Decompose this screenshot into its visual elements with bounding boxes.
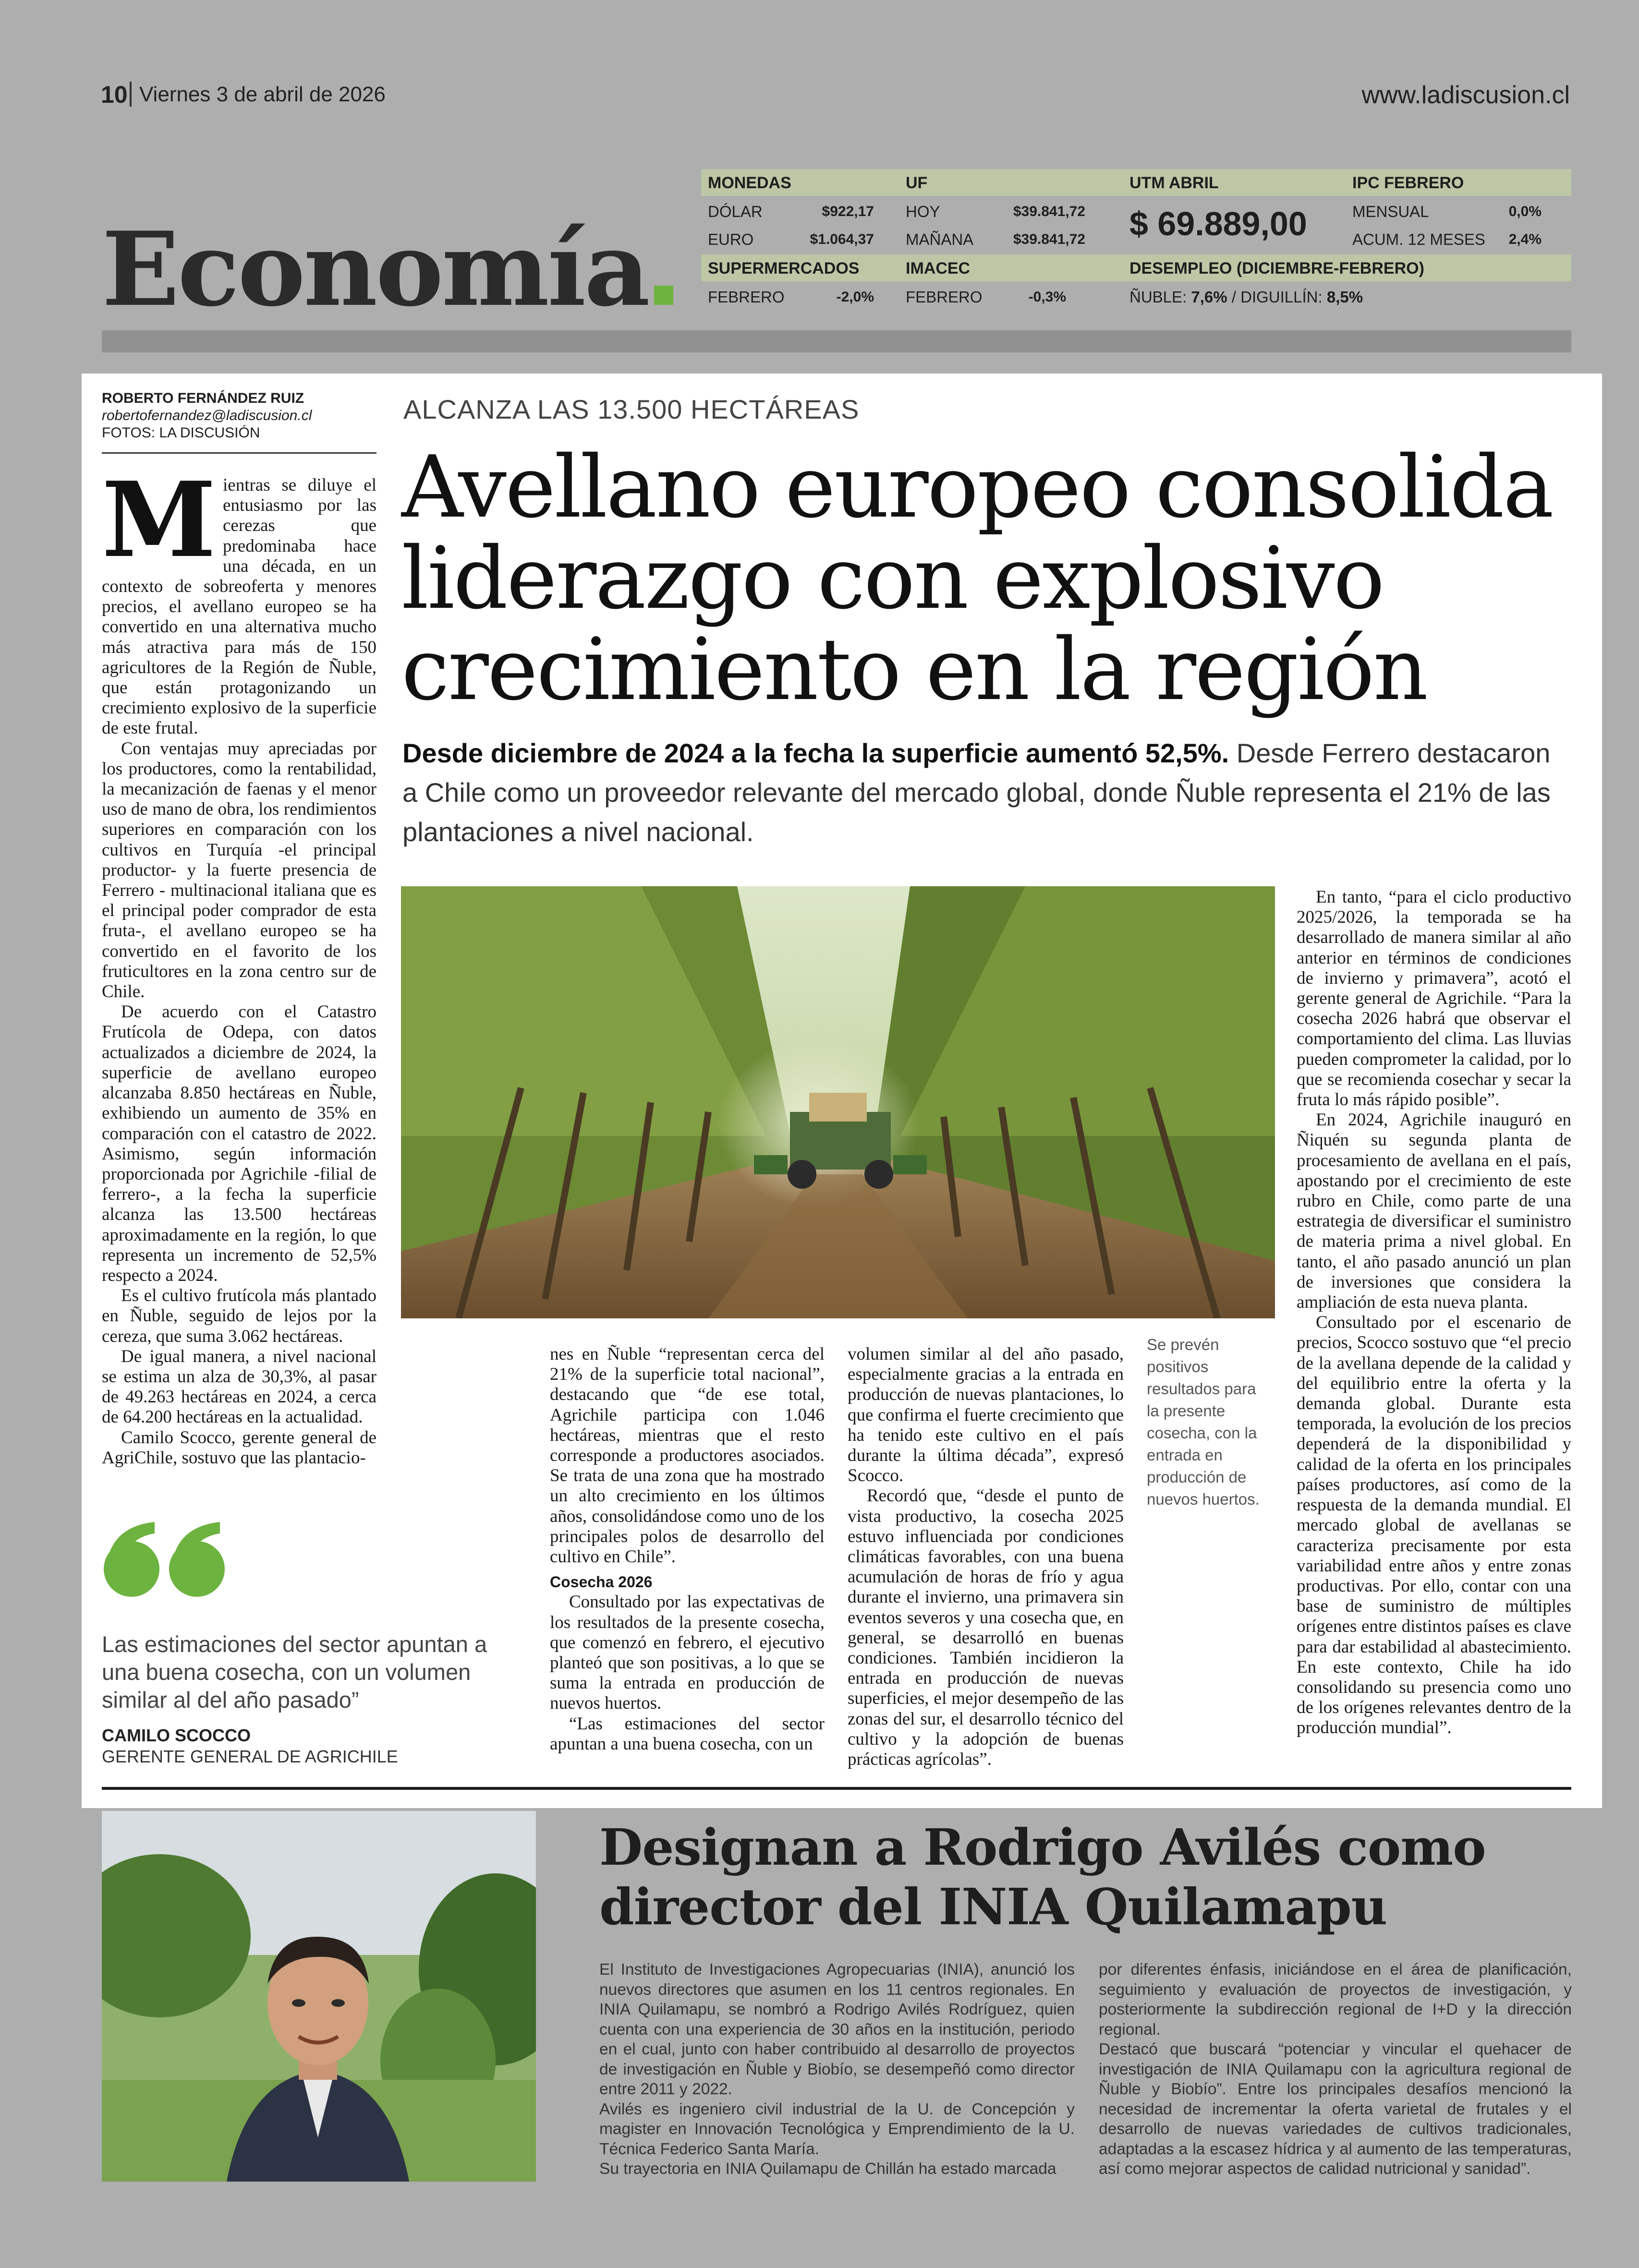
subhead-cosecha: Cosecha 2026 xyxy=(550,1573,653,1591)
article-column-3 xyxy=(848,1344,1124,1770)
col4-paragraph-2: En 2024, Agrichile inauguró en Ñiquén su segunda planta de procesamiento de avellana en el país, apostando por el crecimiento de este rubro en Chile, como parte de una estrategia de diversificar el suministro de materia prima a nivel global. En tanto, el año pasado anunció un plan de inversiones que considera la ampliación de esta nueva planta. xyxy=(1297,1110,1571,1313)
col3-paragraph-2: Recordó que, “desde el punto de vista productivo, la cosecha 2025 estuvo influenciada por condiciones climáticas favorables, con una buena acumulación de horas de frío y agua durante el invierno, una primavera sin eventos severos y una cosecha que, en general, se desarrolló en buenas condiciones. También incidieron la entrada en producción de nuevas superficies, el mejor desempeño de las zonas del sur, el desarrollo técnico del cultivo y la adopción de buenas prácticas agrícolas”. xyxy=(848,1486,1124,1770)
desempleo-separator: / xyxy=(1231,288,1236,306)
col2-paragraph-1: nes en Ñuble “representan cerca del 21% de la superficie total nacional”, destacando que “de ese total, Agrichile participa con 1.046 hectáreas, mientras que el resto corresponde a productores asociados. Se trata de una zona que ha mostrado un alto crecimiento en los últimos años, consolidándose como uno de los principales polos de desarrollo del cultivo en Chile”. xyxy=(550,1344,825,1567)
dolar-value: $922,17 xyxy=(822,204,874,219)
col4-paragraph-3: Consultado por el escenario de precios, Scocco sostuvo que “el precio de la avellana depende de la calidad y del equilibrio entre la oferta y la demanda global. Durante esta temporada, la evolución de los precios dependerá de la disponibilidad y calidad de la oferta en los principales países productores, así como de la respuesta de la demanda mundial. El mercado global de avellanas se caracteriza precisamente por esta variabilidad entre años y entre zonas productivas. Por ello, contar con una base de suministro de múltiples orígenes entre distintos países es clave para dar estabilidad al abastecimiento. En este contexto, Chile ha ido consolidando su presencia como uno de los orígenes relevantes dentro de la producción mundial”. xyxy=(1297,1313,1571,1738)
article-dek xyxy=(402,734,1555,852)
ipc-mensual-value: 0,0% xyxy=(1508,204,1542,219)
utm-label: UTM ABRIL xyxy=(1129,174,1219,192)
col1-paragraph-4: Es el cultivo frutícola más plantado en Ñuble, seguido de lejos por la cereza, que suma 3.062 hectáreas. xyxy=(102,1286,376,1346)
drop-cap: M xyxy=(102,459,216,580)
section-dot-icon xyxy=(654,286,673,305)
nuble-value: 7,6% xyxy=(1191,288,1227,306)
euro-label: EURO xyxy=(708,230,754,248)
article-kicker: ALCANZA LAS 13.500 HECTÁREAS xyxy=(403,394,860,424)
diguillin-label: DIGUILLÍN: xyxy=(1240,288,1323,306)
dek-bold: Desde diciembre de 2024 a la fecha la superficie aumentó 52,5%. xyxy=(402,738,1229,768)
col1-paragraph-6: Camilo Scocco, gerente general de AgriChile, sostuvo que las plantacio- xyxy=(102,1427,376,1468)
supermercados-row-label: FEBRERO xyxy=(708,288,785,306)
section-title-text: Economía xyxy=(102,209,648,329)
article2-column-1: El Instituto de Investigaciones Agropecuarias (INIA), anunció los nuevos directores que asumen en los 11 centros regionales. En INIA Quilamapu, se nombró a Rodrigo Avilés Rodríguez, quien cuenta con una experiencia de 30 años en la institución, periodo en el cual, junto con haber contribuido al desarrollo de proyectos de investigación en Ñuble y Biobío, se desempeñó como director entre 2011 y 2022. Avilés es ingeniero civil industrial de la U. de Concepción y magister en Innovación Tecnológica y Emprendimiento de la U. Técnica Federico Santa María. Su trayectoria en INIA Quilamapu de Chillán ha estado marcada xyxy=(599,1961,1075,2178)
imacec-row-label: FEBRERO xyxy=(906,288,983,306)
uf-manana-value: $39.841,72 xyxy=(1013,231,1085,247)
col1-paragraph-3: De acuerdo con el Catastro Frutícola de Odepa, con datos actualizados a diciembre de 2024, la superficie de avellano europeo alcanzaba 8.850 hectáreas en Ñuble, exhibiendo un aumento de 35% en comparación con el catastro de 2022. Asimismo, según información proporcionada por Agrichile -filial de ferrero-, a la fecha la superficie alcanza las 13.500 hectáreas aproximadamente en la región, lo que representa un incremento de 52,5% respecto a 2024. xyxy=(102,1002,376,1285)
photo-credit: FOTOS: LA DISCUSIÓN xyxy=(102,425,260,441)
diguillin-value: 8,5% xyxy=(1326,288,1363,306)
issue-date: Viernes 3 de abril de 2026 xyxy=(139,83,386,106)
market-indicators xyxy=(701,169,1571,314)
nuble-label: ÑUBLE: xyxy=(1129,288,1187,306)
article-headline: Avellano europeo consolida liderazgo con explosivo crecimiento en la región xyxy=(401,437,1553,719)
website-link[interactable]: www.ladiscusion.cl xyxy=(1361,81,1570,109)
pullquote-name: CAMILO SCOCCO xyxy=(102,1725,251,1745)
ipc-label: IPC FEBRERO xyxy=(1352,174,1464,192)
col4-paragraph-1: En tanto, “para el ciclo productivo 2025/2026, la temporada se ha desarrollado de manera similar al año anterior en términos de condiciones de invierno y primavera”, acotó el gerente general de Agrichile. “Para la cosecha 2026 habrá que observar el comportamiento del clima. Las lluvias pueden comprometer la calidad, por lo que se recomienda cosechar y secar la fruta lo más rápido posible”. xyxy=(1297,887,1571,1110)
article2-headline: Designan a Rodrigo Avilés como director del INIA Quilamapu xyxy=(599,1818,1486,1936)
section-title xyxy=(102,209,673,329)
pullquote-text: Las estimaciones del sector apuntan a una buena cosecha, con un volumen similar al del año pasado” xyxy=(102,1631,487,1713)
ipc-acum-label: ACUM. 12 MESES xyxy=(1352,230,1485,248)
col1-paragraph-2: Con ventajas muy apreciadas por los productores, como la rentabilidad, la mecanización de faenas y el menor uso de mano de obra, los rendimientos superiores en comparación con los cultivos en Turquía -el principal productor- y la fuerte presencia de Ferrero - multinacional italiana que es el principal poder comprador de esta fruta-, el avellano europeo se ha convertido en el favorito de los fruticultores en la zona centro sur de Chile. xyxy=(102,738,376,1002)
article-column-2 xyxy=(550,1344,825,1754)
uf-hoy-value: $39.841,72 xyxy=(1013,204,1085,219)
col3-paragraph-1: volumen similar al del año pasado, especialmente gracias a la entrada en producción de nuevas plantaciones, lo que confirma el fuerte crecimiento que ha tenido este cultivo en el país durante la última década”, expresó Scocco. xyxy=(848,1344,1124,1486)
section-divider-bar xyxy=(102,330,1571,352)
pullquote-role: GERENTE GENERAL DE AGRICHILE xyxy=(102,1747,398,1766)
ipc-acum-value: 2,4% xyxy=(1508,231,1542,247)
author-name: ROBERTO FERNÁNDEZ RUIZ xyxy=(102,390,304,406)
imacec-value: -0,3% xyxy=(1028,289,1066,305)
hazelnut-orchard-photo xyxy=(401,886,1275,1318)
photo-caption: Se prevén positivos resultados para la presente cosecha, con la entrada en producción de nuevos huertos. xyxy=(1147,1336,1260,1508)
article-column-4 xyxy=(1297,887,1571,1738)
desempleo-values xyxy=(1129,288,1363,306)
dek-rest: Desde Ferrero destacaron a Chile como un proveedor relevante del mercado global, donde Ñuble representa el 21% de las plantaciones a nivel nacional. xyxy=(402,738,1551,847)
monedas-label: MONEDAS xyxy=(708,174,791,192)
col2-paragraph-2: Consultado por las expectativas de los resultados de la presente cosecha, que comenzó en febrero, el ejecutivo planteó que son positivas, a lo que se suma la entrada en producción de nuevos huertos. xyxy=(550,1592,825,1713)
col1-paragraph-1: ientras se diluye el entusiasmo por las cerezas que predominaba hace una década, en un contexto de sobreoferta y menores precios, el avellano europeo se ha convertido en una alternativa mucho más atractiva para más de 150 agricultores de la Región de Ñuble, que están protagonizando un crecimiento explosivo de la superficie de este frutal. xyxy=(102,475,376,738)
utm-value: $ 69.889,00 xyxy=(1129,205,1307,242)
dolar-label: DÓLAR xyxy=(708,203,763,220)
quote-marks-icon xyxy=(102,1517,231,1601)
col2-paragraph-3: “Las estimaciones del sector apuntan a una buena cosecha, con un xyxy=(550,1713,825,1754)
author-email[interactable]: robertofernandez@ladiscusion.cl xyxy=(102,408,312,423)
uf-hoy-label: HOY xyxy=(906,203,940,220)
rodrigo-aviles-portrait xyxy=(102,1811,536,2182)
header-divider xyxy=(130,82,132,107)
imacec-label: IMACEC xyxy=(906,259,971,277)
byline xyxy=(102,390,312,442)
supermercados-label: SUPERMERCADOS xyxy=(708,259,860,277)
euro-value: $1.064,37 xyxy=(810,231,874,247)
uf-manana-label: MAÑANA xyxy=(906,230,974,248)
article2-column-2: por diferentes énfasis, iniciándose en el área de planificación, seguimiento y evaluación de proyectos de investigación, y posteriormente la subdirección regional de I+D y la dirección regional. Destacó que buscará “potenciar y vincular el quehacer de investigación de INIA Quilamapu con la agricultura regional de Ñuble y Biobío”. Entre los principales desafíos mencionó la necesidad de incrementar la oferta varietal de frutales y el desarrollo de nuevas variedades de cultivos tradicionales, adaptadas a la escasez hídrica y al aumento de las temperaturas, así como mejorar aspectos de calidad nutricional y sanidad”. xyxy=(1099,1961,1572,2178)
desempleo-label: DESEMPLEO (DICIEMBRE-FEBRERO) xyxy=(1129,259,1424,277)
uf-label: UF xyxy=(906,174,928,192)
byline-rule xyxy=(102,452,376,454)
article-bottom-rule xyxy=(102,1787,1571,1790)
ipc-mensual-label: MENSUAL xyxy=(1352,203,1429,220)
article-column-1 xyxy=(102,459,376,1468)
page-number: 10 xyxy=(101,81,128,108)
col1-paragraph-5: De igual manera, a nivel nacional se estima un alza de 30,3%, al pasar de 49.263 hectáreas en 2024, a cerca de 64.200 hectáreas en la actualidad. xyxy=(102,1346,376,1427)
supermercados-value: -2,0% xyxy=(836,289,874,305)
